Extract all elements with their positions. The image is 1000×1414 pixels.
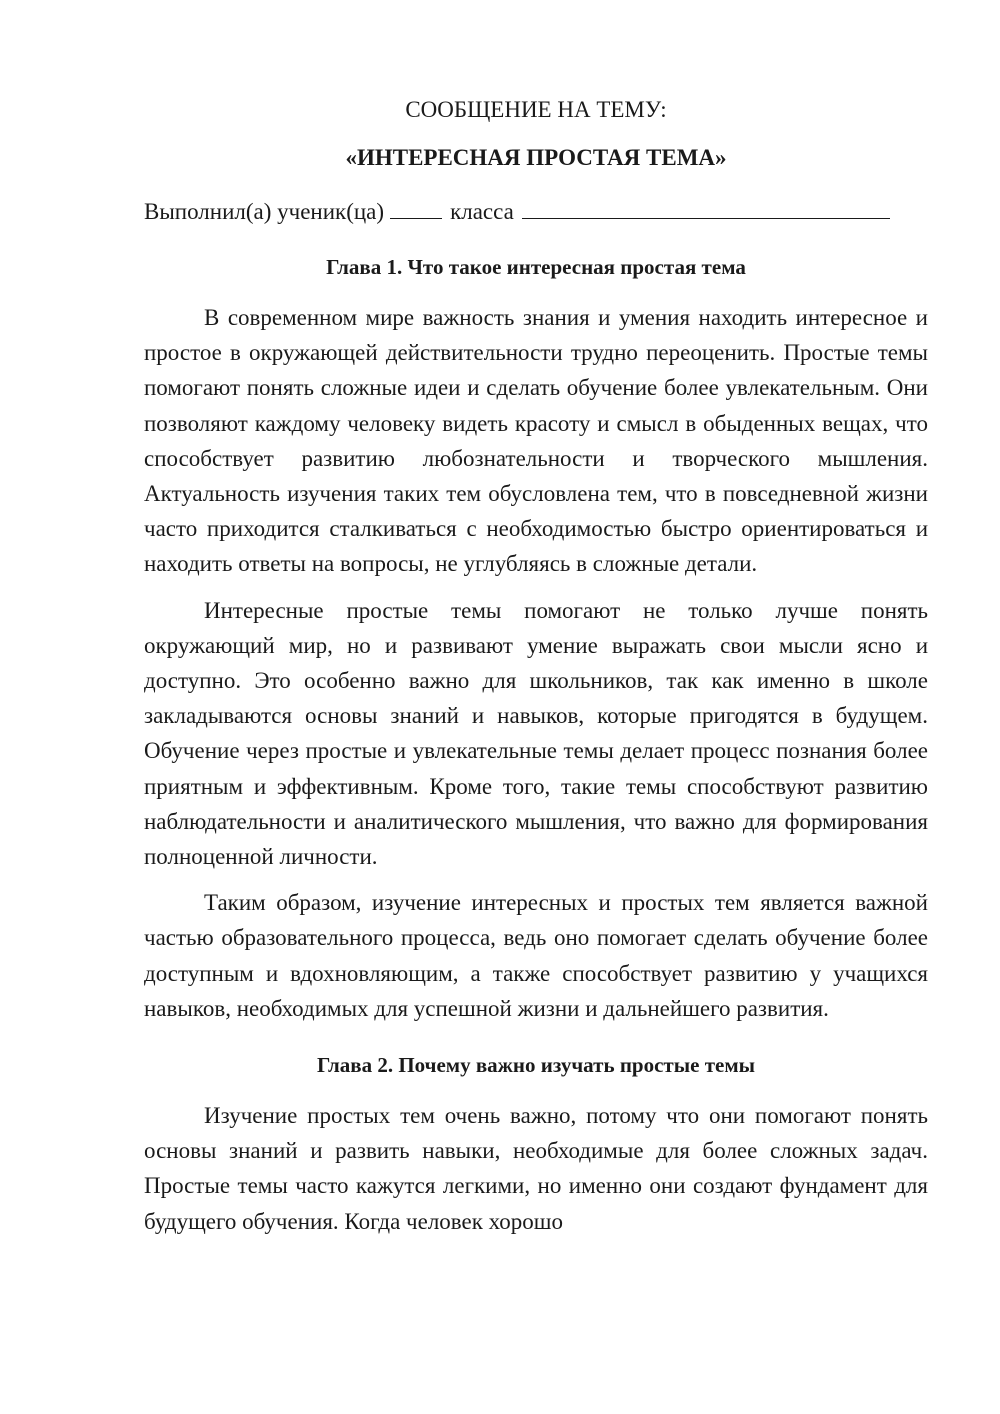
- chapter-1-paragraph-2: Интересные простые темы помогают не только лучше понять окружающий мир, но и развивают умение выражать свои мысли ясно и доступно. Это особенно важно для школьников, так как именно в школе закладываются основы знаний и навыков, которые пригодятся в будущем. Обучение через простые и увлекательные темы делает процесс познания более приятным и эффективным. Кроме того, такие темы способствуют развитию наблюдательности и аналитического мышления, что важно для формирования полноценной личности.: [144, 597, 928, 870]
- chapter-1-heading: Глава 1. Что такое интересная простая тема: [326, 255, 746, 279]
- chapter-1-paragraph-3: Таким образом, изучение интересных и простых тем является важной частью образовательного процесса, ведь оно помогает сделать обучение более доступным и вдохновляющим, а также способствует развитию у учащихся навыков, необходимых для успешной жизни и дальнейшего развития.: [144, 890, 928, 1021]
- chapter-2-paragraph-1: Изучение простых тем очень важно, потому что они помогают понять основы знаний и развить навыки, необходимые для более сложных задач. Простые темы часто кажутся легкими, но именно они создают фундамент для будущего обучения. Когда человек хорошо: [144, 1103, 928, 1234]
- author-line: [144, 192, 928, 230]
- document-page: [144, 92, 928, 1239]
- grade-blank-field[interactable]: [390, 192, 442, 219]
- class-label: класса: [450, 199, 514, 224]
- name-blank-field[interactable]: [522, 192, 890, 219]
- chapter-1-paragraph-1: В современном мире важность знания и умения находить интересное и простое в окружающей действительности трудно переоценить. Простые темы помогают понять сложные идеи и сделать обучение более увлекательным. Они позволяют каждому человеку видеть красоту и смысл в обыденных вещах, что способствует развитию любознательности и творческого мышления. Актуальность изучения таких тем обусловлена тем, что в повседневной жизни часто приходится сталкиваться с необходимостью быстро ориентироваться и находить ответы на вопросы, не углубляясь в сложные детали.: [144, 305, 928, 577]
- document-title: «ИНТЕРЕСНАЯ ПРОСТАЯ ТЕМА»: [345, 145, 727, 170]
- document-header-line1: СООБЩЕНИЕ НА ТЕМУ:: [405, 97, 667, 122]
- chapter-2-heading: Глава 2. Почему важно изучать простые темы: [316, 1053, 756, 1078]
- author-label: Выполнил(а) ученик(ца): [144, 199, 385, 224]
